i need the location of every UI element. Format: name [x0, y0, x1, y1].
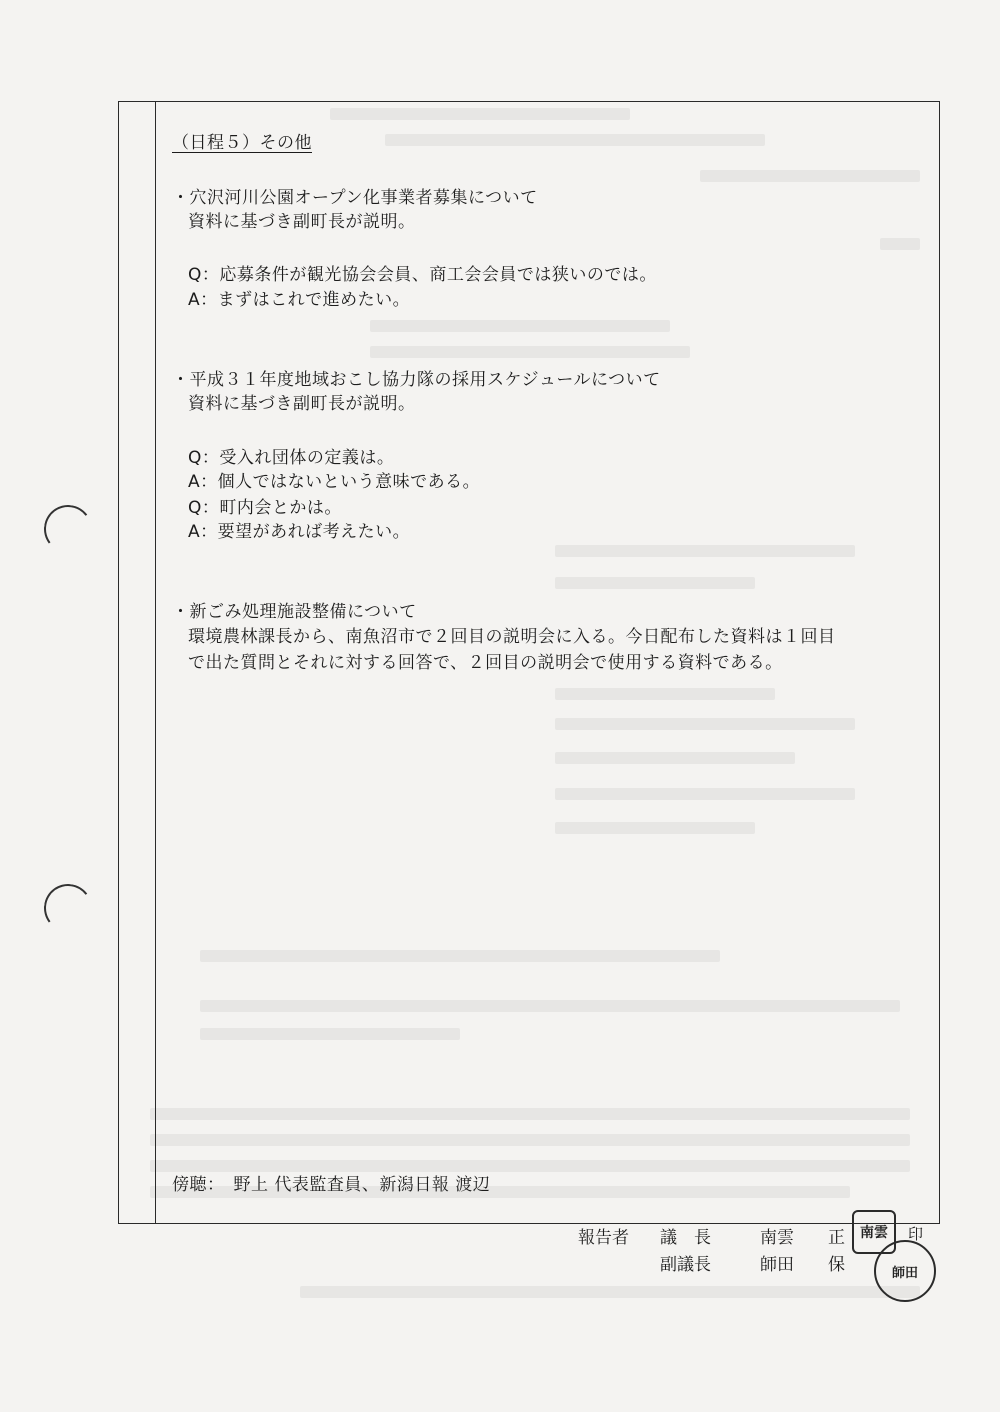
item-line: A：まずはこれで進めたい。	[188, 290, 411, 310]
seal-mark: 印	[908, 1225, 924, 1243]
item-line: で出た質問とそれに対する回答で、２回目の説明会で使用する資料である。	[188, 653, 783, 673]
item-line: 資料に基づき副町長が説明。	[188, 394, 416, 414]
punch-hole-lower	[41, 881, 95, 935]
frame-divider	[155, 102, 156, 1223]
item-title: ・新ごみ処理施設整備について	[172, 602, 417, 622]
item-title: ・穴沢河川公園オープン化事業者募集について	[172, 188, 538, 208]
vice-chair-name: 師田 保	[760, 1255, 845, 1275]
item-line: 資料に基づき副町長が説明。	[188, 212, 416, 232]
audience-line: 傍聴： 野上 代表監査員、新潟日報 渡辺	[172, 1175, 491, 1195]
chair-name: 南雲 正	[760, 1228, 845, 1248]
reporter-label: 報告者	[578, 1228, 629, 1248]
item-line: Q：町内会とかは。	[188, 498, 342, 518]
item-line: A：要望があれば考えたい。	[188, 522, 411, 542]
item-line: 環境農林課長から、南魚沼市で２回目の説明会に入る。今日配布した資料は１回目	[188, 627, 836, 647]
vice-chair-title: 副議長	[660, 1255, 711, 1275]
section-heading: （日程５）その他	[172, 133, 312, 153]
item-line: Q：応募条件が観光協会会員、商工会会員では狭いのでは。	[188, 265, 657, 285]
item-line: Q：受入れ団体の定義は。	[188, 448, 395, 468]
vice-chair-seal: 師田	[874, 1240, 936, 1302]
punch-hole-upper	[41, 502, 95, 556]
item-title: ・平成３１年度地域おこし協力隊の採用スケジュールについて	[172, 370, 661, 390]
chair-title: 議 長	[660, 1228, 711, 1248]
chair-seal: 南雲	[852, 1210, 896, 1254]
item-line: A：個人ではないという意味である。	[188, 472, 481, 492]
